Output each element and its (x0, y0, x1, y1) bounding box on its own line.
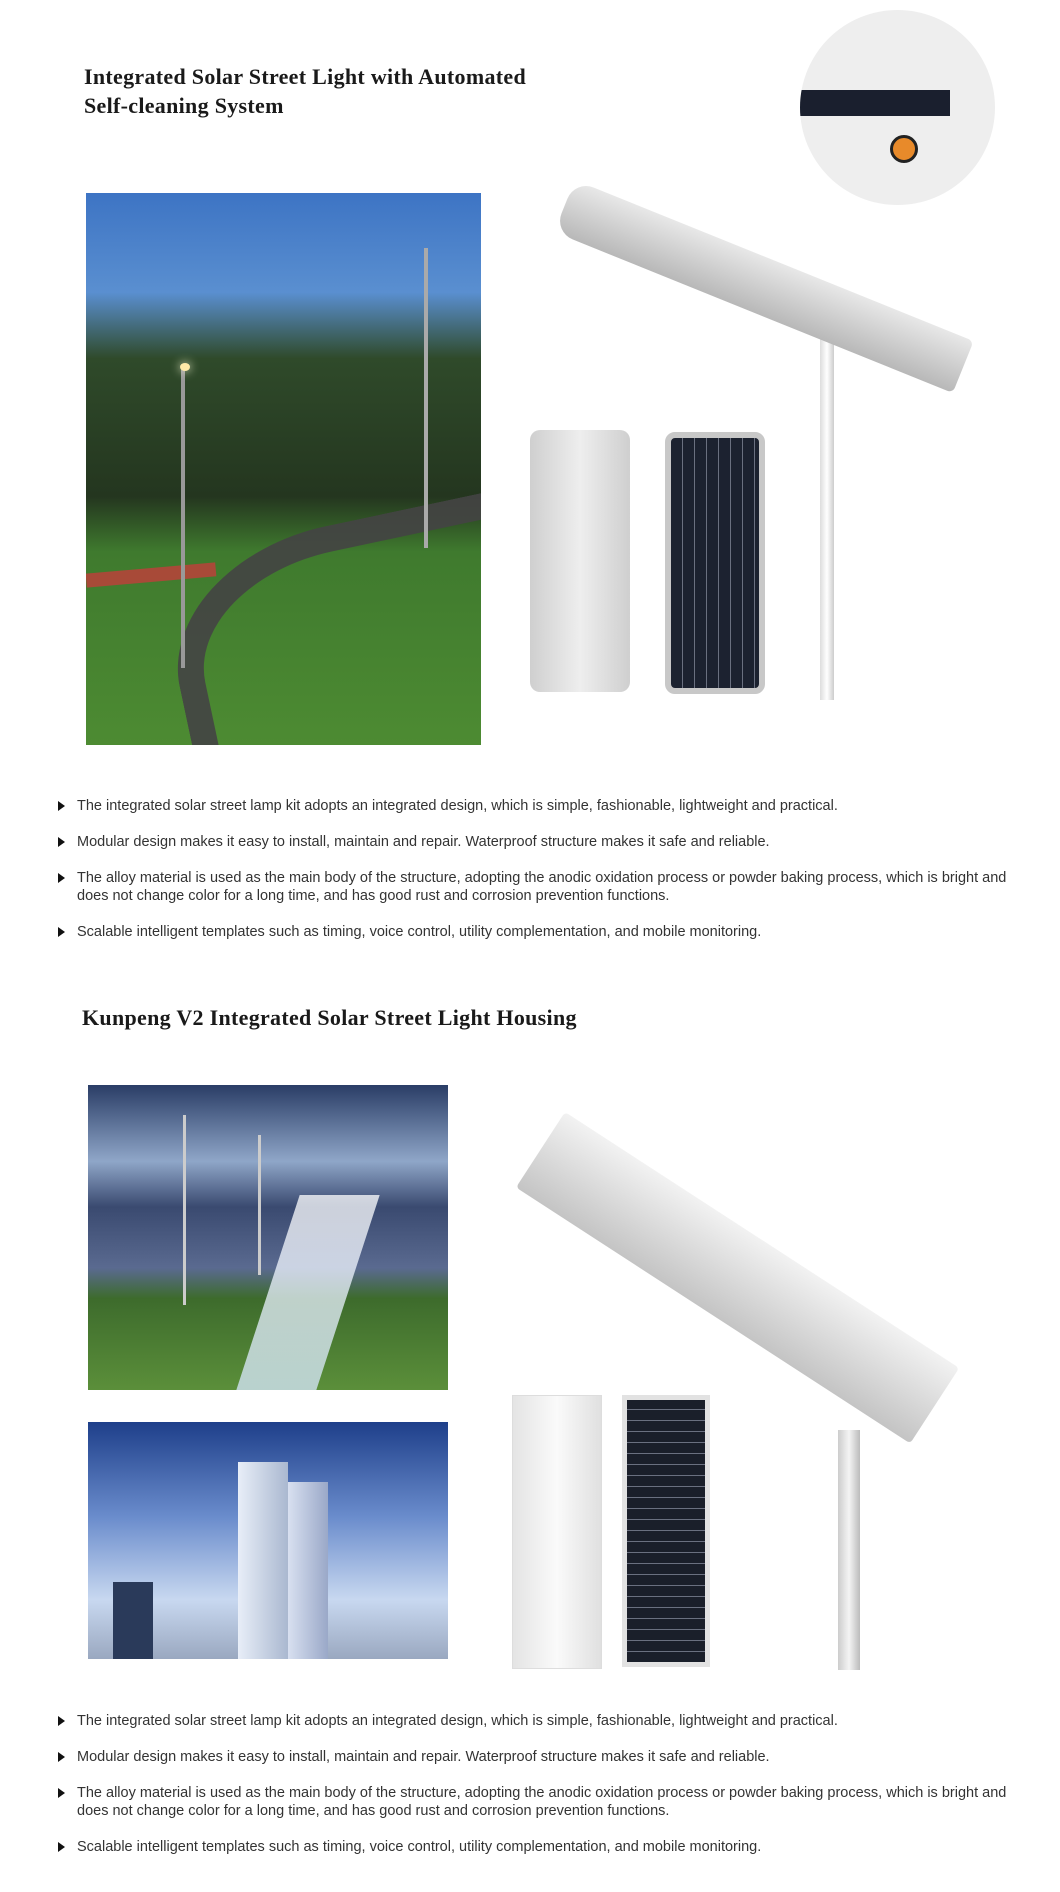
triangle-bullet-icon (58, 1716, 65, 1726)
feature-text: Scalable intelligent templates such as timing, voice control, utility complementation, and mobile monitoring. (77, 1839, 762, 1855)
feature-text: The integrated solar street lamp kit adopts an integrated design, which is simple, fashionable, lightweight and practical. (77, 1713, 838, 1729)
lamp2-front-view (512, 1395, 602, 1669)
triangle-bullet-icon (58, 927, 65, 937)
feature-item (58, 833, 1018, 851)
feature-item (58, 1712, 1018, 1730)
title-line-1: Integrated Solar Street Light with Automated (84, 64, 526, 89)
riverside-night-photo (88, 1085, 448, 1390)
section1-feature-list (58, 797, 1018, 959)
triangle-bullet-icon (58, 873, 65, 883)
park-path-photo (86, 193, 481, 745)
feature-text: The integrated solar street lamp kit adopts an integrated design, which is simple, fashionable, lightweight and practical. (77, 798, 838, 814)
title-line-2: Self-cleaning System (84, 93, 284, 118)
feature-item (58, 1748, 1018, 1766)
triangle-bullet-icon (58, 1788, 65, 1798)
triangle-bullet-icon (58, 837, 65, 847)
feature-text: Scalable intelligent templates such as timing, voice control, utility complementation, and mobile monitoring. (77, 924, 762, 940)
feature-item (58, 869, 1018, 905)
feature-text: Modular design makes it easy to install, maintain and repair. Waterproof structure makes it safe and reliable. (77, 1749, 770, 1765)
feature-text: The alloy material is used as the main body of the structure, adopting the anodic oxidation process or powder baking process, which is bright and does not change color for a long time, and has good rust and corrosion prevention functions. (77, 1785, 1007, 1819)
section1-title (84, 62, 526, 120)
section2-feature-list (58, 1712, 1018, 1874)
feature-item (58, 797, 1018, 815)
detail-zoom-circle (800, 10, 995, 205)
feature-item (58, 1784, 1018, 1820)
triangle-bullet-icon (58, 1752, 65, 1762)
city-street-photo (88, 1422, 448, 1659)
feature-item (58, 1838, 1018, 1856)
feature-text: The alloy material is used as the main body of the structure, adopting the anodic oxidation process or powder baking process, which is bright and does not change color for a long time, and has good rust and corrosion prevention functions. (77, 870, 1007, 904)
lamp-front-view (530, 430, 630, 692)
triangle-bullet-icon (58, 1842, 65, 1852)
section2-title: Kunpeng V2 Integrated Solar Street Light Housing (82, 1005, 577, 1030)
feature-text: Modular design makes it easy to install, maintain and repair. Waterproof structure makes it safe and reliable. (77, 834, 770, 850)
lamp2-solar-panel-view (622, 1395, 710, 1667)
feature-item (58, 923, 1018, 941)
solar-panel-view (665, 432, 765, 694)
triangle-bullet-icon (58, 801, 65, 811)
